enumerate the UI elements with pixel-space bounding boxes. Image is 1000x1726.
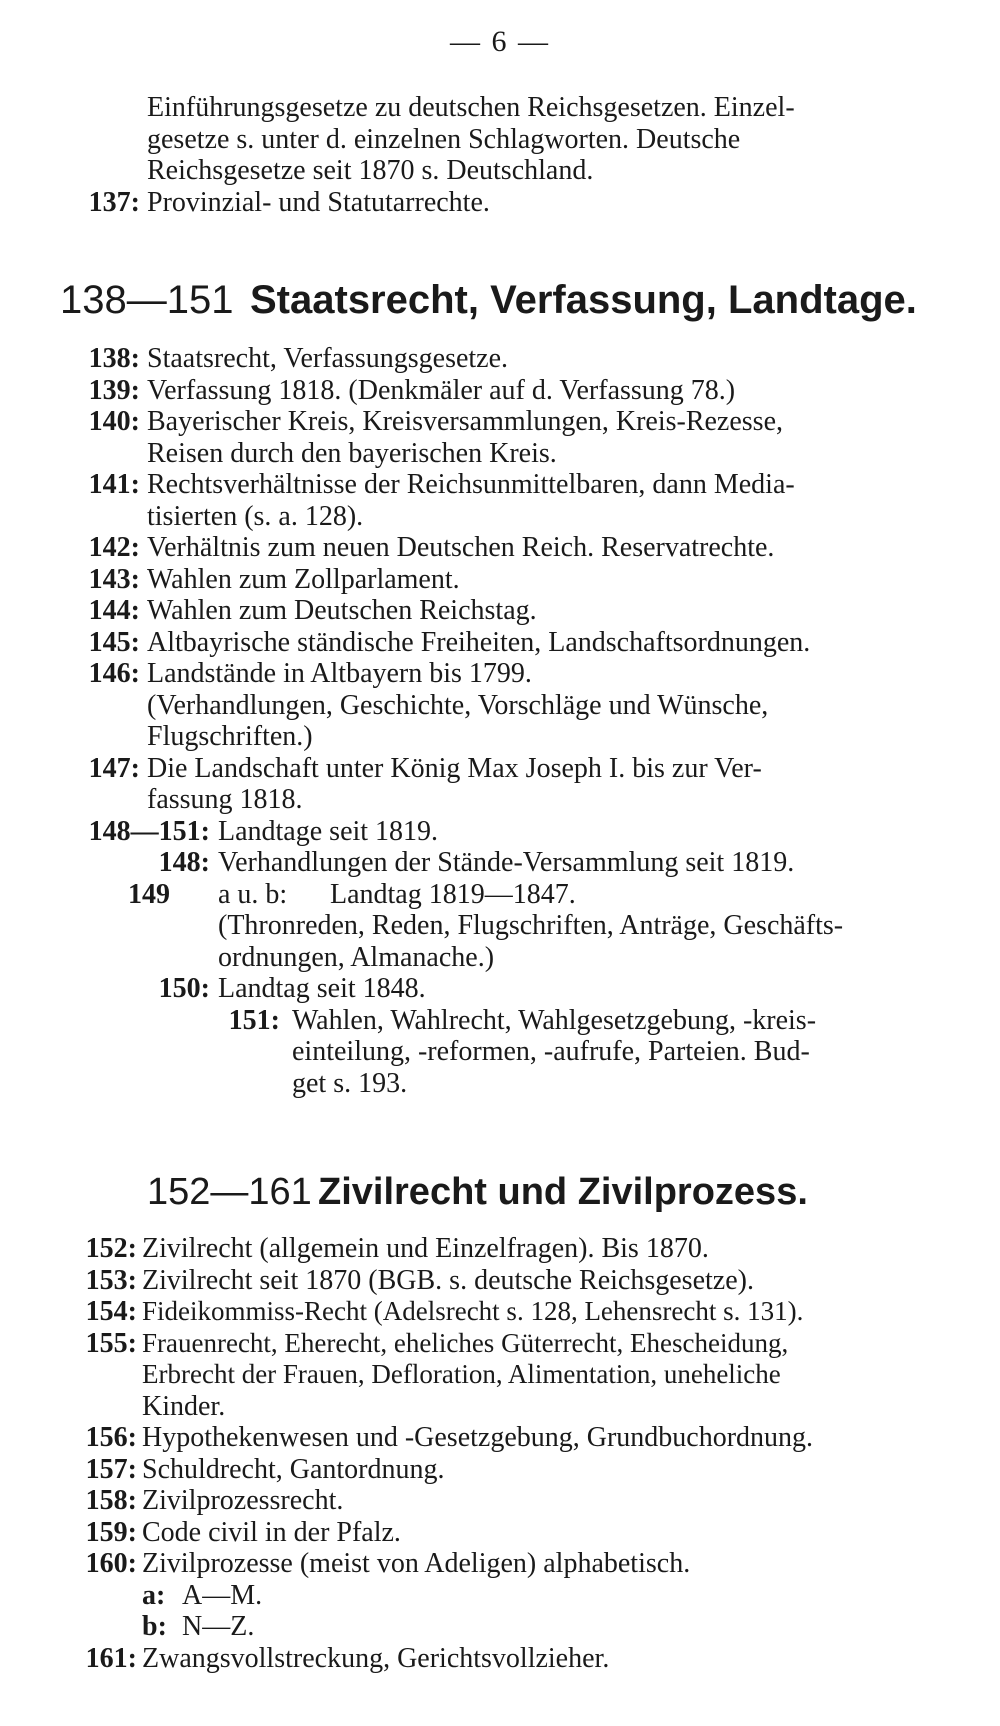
- entry-row: [0, 406, 1000, 438]
- entry-row: [0, 1422, 1000, 1454]
- entry-text: Zivilrecht seit 1870 (BGB. s. deutsche Reichsgesetze).: [142, 1264, 754, 1296]
- entry-text: Landtag 1819—1847.: [330, 878, 576, 910]
- entry-number: 143:: [88, 563, 140, 595]
- entry-row: [0, 1454, 1000, 1486]
- entry-number: 146:: [88, 658, 140, 689]
- entry-number: 144:: [88, 595, 140, 626]
- entry-number: 148—151:: [88, 815, 210, 847]
- entry-number: 159:: [85, 1516, 137, 1548]
- entry-row: [0, 564, 1000, 596]
- entry-sub-b: [0, 1611, 1000, 1643]
- entry-continuation: fassung 1818.: [147, 784, 303, 815]
- entry-text: Rechtsverhältnisse der Reichsunmittelbaren, dann Media-: [147, 469, 795, 500]
- entry-text: Wahlen zum Zollparlament.: [147, 563, 460, 595]
- section-range: 152—161: [147, 1171, 312, 1213]
- entry-row: [0, 753, 1000, 785]
- entry-text: Landtage seit 1819.: [218, 815, 439, 847]
- entry-number: 158:: [85, 1485, 137, 1516]
- entry-number: 152:: [85, 1233, 137, 1264]
- entry-number: 155:: [85, 1327, 137, 1359]
- sub-text: A—M.: [182, 1579, 263, 1611]
- entry-text: Verhältnis zum neuen Deutschen Reich. Reservatrechte.: [147, 532, 775, 563]
- entry-row: [0, 1548, 1000, 1580]
- entry-number: 137:: [88, 186, 140, 218]
- entry-row: [0, 627, 1000, 659]
- entry-number: 153:: [85, 1264, 137, 1296]
- entry-row-landtage: [0, 816, 1000, 848]
- entry-row: [0, 1328, 1000, 1360]
- entry-text: Landtag seit 1848.: [218, 973, 426, 1004]
- intro-line: gesetze s. unter d. einzelnen Schlagworten. Deutsche: [147, 123, 741, 155]
- sub-label: b:: [142, 1611, 167, 1642]
- entry-number: 154:: [85, 1296, 137, 1327]
- intro-block: [0, 92, 1000, 218]
- sub-label: a:: [142, 1579, 166, 1611]
- entry-text: Code civil in der Pfalz.: [142, 1516, 401, 1548]
- entry-number: 161:: [85, 1642, 137, 1674]
- entry-row: [0, 1233, 1000, 1265]
- intro-line: Einführungsgesetze zu deutschen Reichsgesetzen. Einzel-: [147, 92, 795, 123]
- entry-text: Die Landschaft unter König Max Joseph I. bis zur Ver-: [147, 752, 762, 784]
- entry-number: 147:: [88, 752, 140, 784]
- entry-text: Verhandlungen der Stände-Versammlung seit 1819.: [218, 847, 795, 878]
- entry-continuation: einteilung, -reformen, -aufrufe, Parteien. Bud-: [292, 1036, 810, 1067]
- entry-continuation: tisierten (s. a. 128).: [147, 500, 364, 532]
- entry-text: Verfassung 1818. (Denkmäler auf d. Verfassung 78.): [147, 374, 736, 406]
- entry-row: [0, 343, 1000, 375]
- section-title: Zivilrecht und Zivilprozess.: [318, 1171, 808, 1213]
- entry-continuation: Reisen durch den bayerischen Kreis.: [147, 437, 557, 469]
- sub-text: N—Z.: [182, 1611, 255, 1642]
- entry-number: 140:: [88, 406, 140, 437]
- entry-text: Zivilprozesse (meist von Adeligen) alphabetisch.: [142, 1548, 691, 1579]
- entry-row: [0, 595, 1000, 627]
- entry-text: Zivilprozessrecht.: [142, 1485, 344, 1516]
- entry-continuation: ordnungen, Almanache.): [218, 941, 495, 973]
- entry-text: Wahlen zum Deutschen Reichstag.: [147, 595, 537, 626]
- section-title: Staatsrecht, Verfassung, Landtage.: [250, 278, 917, 322]
- entry-text: Frauenrecht, Eherecht, eheliches Güterrecht, Ehescheidung,: [142, 1327, 789, 1358]
- entry-number: 156:: [85, 1422, 137, 1453]
- entry-text: Staatsrecht, Verfassungsgesetze.: [147, 343, 509, 374]
- entry-number: 141:: [88, 469, 140, 500]
- entry-number: 148:: [158, 847, 210, 878]
- entry-text: Bayerischer Kreis, Kreisversammlungen, Kreis-Rezesse,: [147, 406, 784, 437]
- entry-text: Fideikommiss-Recht (Adelsrecht s. 128, Lehensrecht s. 131).: [142, 1296, 804, 1326]
- entry-row: [0, 1485, 1000, 1517]
- entry-row: [0, 469, 1000, 501]
- entry-row: [0, 1296, 1000, 1328]
- entry-row-151: [0, 1005, 1000, 1037]
- entry-number: 150:: [158, 973, 210, 1004]
- section1-entries: [0, 343, 1000, 1099]
- entry-continuation: get s. 193.: [292, 1067, 408, 1099]
- section-range: 138—151: [60, 278, 234, 322]
- entry-row-148: [0, 847, 1000, 879]
- entry-text: Landstände in Altbayern bis 1799.: [147, 658, 532, 689]
- entry-sub-a: [0, 1580, 1000, 1612]
- entry-number: 157:: [85, 1453, 137, 1485]
- entry-text: Zwangsvollstreckung, Gerichtsvollzieher.: [142, 1642, 610, 1674]
- entry-row: [0, 375, 1000, 407]
- entry-row: [0, 1517, 1000, 1549]
- entry-row: [0, 532, 1000, 564]
- entry-row-149: [0, 879, 1000, 911]
- entry-number: 160:: [85, 1548, 137, 1579]
- entry-row-150: [0, 973, 1000, 1005]
- intro-line: Reichsgesetze seit 1870 s. Deutschland.: [147, 155, 594, 186]
- entry-text: Wahlen, Wahlrecht, Wahlgesetzgebung, -kreis-: [292, 1004, 817, 1036]
- entry-number: 138:: [88, 343, 140, 374]
- entry-text: Hypothekenwesen und -Gesetzgebung, Grundbuchordnung.: [142, 1422, 814, 1453]
- entry-continuation: (Thronreden, Reden, Flugschriften, Anträge, Geschäfts-: [218, 910, 844, 941]
- entry-number: 142:: [88, 532, 140, 563]
- entry-number: 139:: [88, 374, 140, 406]
- entry-text: Provinzial- und Statutarrechte.: [147, 186, 490, 218]
- entry-text: Schuldrecht, Gantordnung.: [142, 1453, 445, 1485]
- entry-number: 145:: [88, 626, 140, 658]
- entry-text: Altbayrische ständische Freiheiten, Landschaftsordnungen.: [147, 626, 811, 658]
- entry-number: 149: [128, 878, 170, 910]
- entry-number: 151:: [228, 1004, 280, 1036]
- entry-continuation: Kinder.: [142, 1390, 226, 1422]
- entry-137: [0, 187, 1000, 219]
- entry-row: [0, 658, 1000, 690]
- entry-text: Zivilrecht (allgemein und Einzelfragen). Bis 1870.: [142, 1233, 709, 1264]
- entry-sub-label: a u. b:: [218, 878, 288, 910]
- entry-continuation: Erbrecht der Frauen, Defloration, Alimentation, uneheliche: [142, 1359, 781, 1389]
- entry-row: [0, 1643, 1000, 1675]
- page-number: — 6 —: [450, 25, 550, 58]
- entry-continuation: (Verhandlungen, Geschichte, Vorschläge und Wünsche,: [147, 689, 769, 721]
- section2-entries: [0, 1233, 1000, 1674]
- entry-row: [0, 1265, 1000, 1297]
- entry-continuation: Flugschriften.): [147, 721, 313, 752]
